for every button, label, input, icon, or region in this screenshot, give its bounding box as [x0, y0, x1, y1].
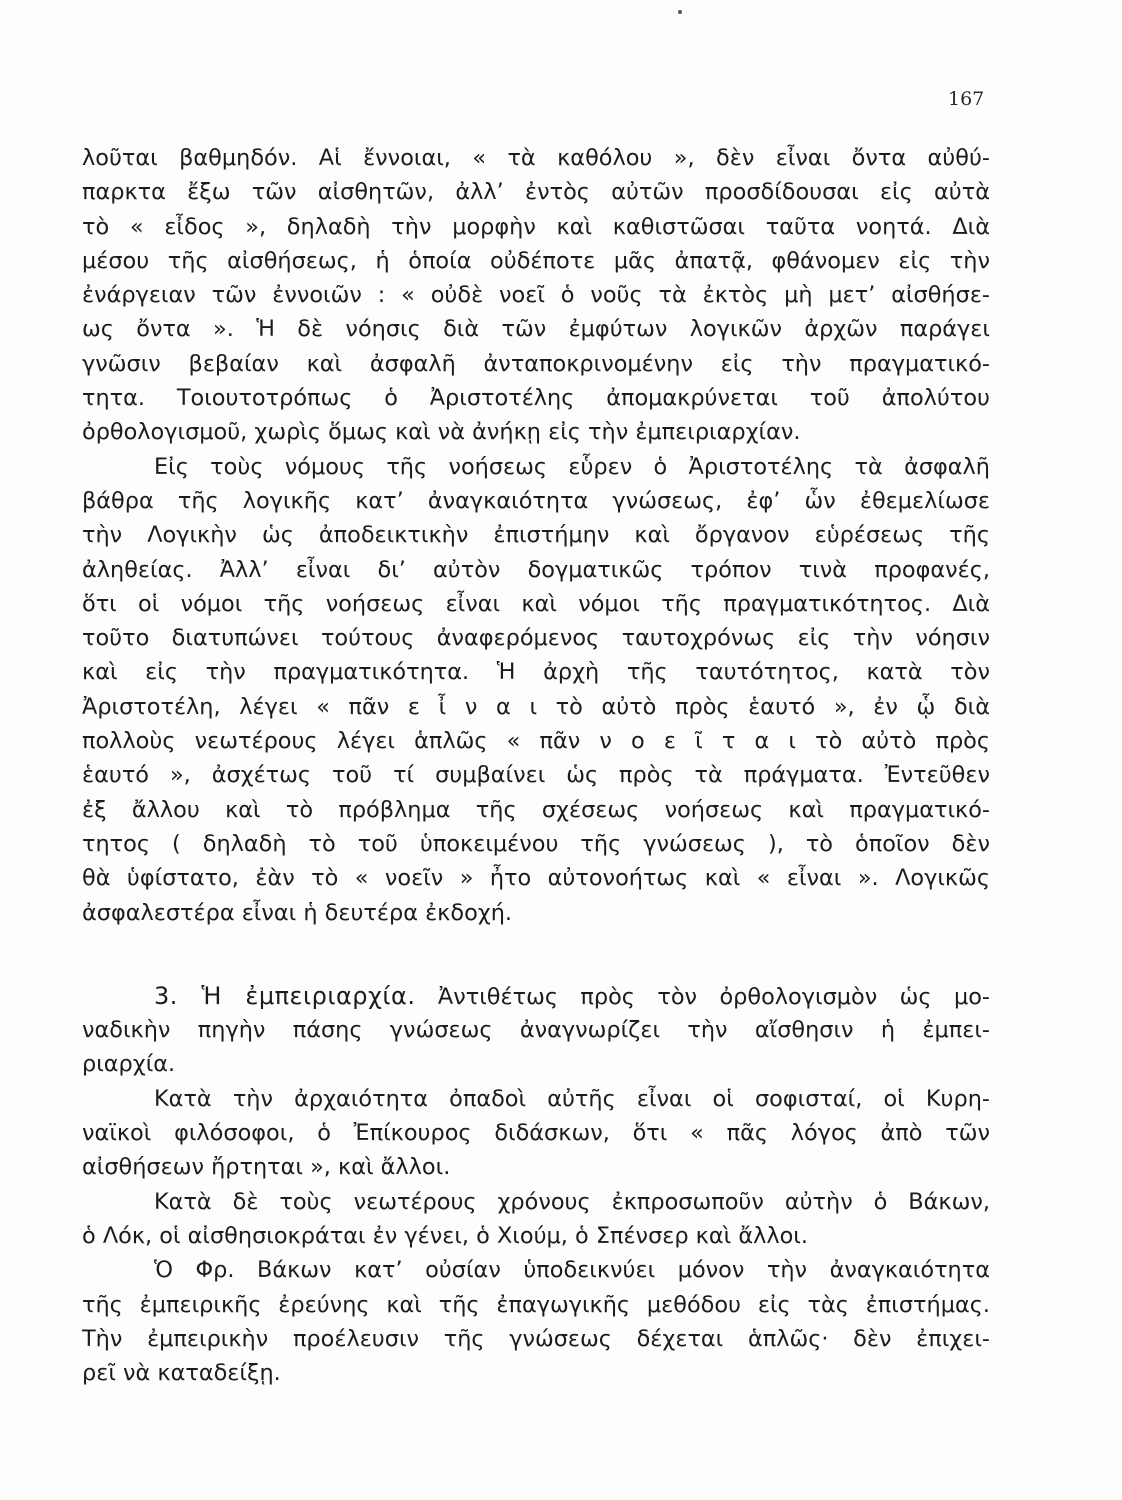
- section-3: [82, 979, 990, 1082]
- text-line: ναϊκοὶ φιλόσοφοι, ὁ Ἐπίκουρος διδάσκων, ὅτι « πᾶς λόγος ἀπὸ τῶν: [82, 1120, 990, 1147]
- text-line: Ἀριστοτέλη, λέγει « πᾶν ε ἶ ν α ι τὸ αὐτὸ πρὸς ἑαυτό », ἐν ᾧ διὰ: [82, 693, 990, 720]
- text-line: ὅτι οἱ νόμοι τῆς νοήσεως εἶναι καὶ νόμοι τῆς πραγματικότητος. Διὰ: [82, 590, 990, 617]
- text-line: λοῦται βαθμηδόν. Αἱ ἔννοιαι, « τὰ καθόλου », δὲν εἶναι ὄντα αὐθύ-: [82, 145, 990, 171]
- text-line: ριαρχία.: [82, 1051, 176, 1078]
- section-gap: [82, 930, 990, 979]
- section-heading: 3. Ἡ ἐμπειριαρχία.: [154, 981, 416, 1010]
- paragraph-1: [82, 141, 990, 450]
- text-line: θὰ ὑφίστατο, ἐὰν τὸ « νοεῖν » ἦτο αὐτονοήτως καὶ « εἶναι ». Λογικῶς: [82, 865, 990, 892]
- text-line: ως ὄντα ». Ἡ δὲ νόησις διὰ τῶν ἐμφύτων λογικῶν ἀρχῶν παράγει: [82, 316, 990, 343]
- text-line: ρεῖ νὰ καταδείξῃ.: [82, 1360, 281, 1387]
- text-line: Τὴν ἐμπειρικὴν προέλευσιν τῆς γνώσεως δέχεται ἁπλῶς· δὲν ἐπιχει-: [82, 1325, 990, 1352]
- section-lead-text: Ἀντιθέτως πρὸς τὸν ὀρθολογισμὸν ὡς μο-: [415, 983, 990, 1010]
- text-line: Κατὰ δὲ τοὺς νεωτέρους χρόνους ἐκπροσωποῦν αὐτὴν ὁ Βάκων,: [154, 1188, 990, 1215]
- text-line: τῆς ἐμπειρικῆς ἐρεύνης καὶ τῆς ἐπαγωγικῆς μεθόδου εἰς τὰς ἐπιστήμας.: [82, 1291, 990, 1318]
- text-line: ἀληθείας. Ἀλλ’ εἶναι δι’ αὐτὸν δογματικῶς τρόπον τινὰ προφανές,: [82, 556, 990, 583]
- paragraph-5: [82, 1185, 990, 1254]
- text-line: τητα. Τοιουτοτρόπως ὁ Ἀριστοτέλης ἀπομακρύνεται τοῦ ἀπολύτου: [82, 385, 990, 412]
- text-line: ἑαυτό », ἀσχέτως τοῦ τί συμβαίνει ὡς πρὸς τὰ πράγματα. Ἐντεῦθεν: [82, 762, 990, 789]
- text-line: τὸ « εἶδος », δηλαδὴ τὴν μορφὴν καὶ καθιστῶσαι ταῦτα νοητά. Διὰ: [82, 213, 990, 240]
- text-line: ὀρθολογισμοῦ, χωρὶς ὅμως καὶ νὰ ἀνήκῃ εἰς τὴν ἐμπειριαρχίαν.: [82, 419, 801, 446]
- text-line: Κατὰ τὴν ἀρχαιότητα ὀπαδοὶ αὐτῆς εἶναι οἱ σοφισταί, οἱ Κυρη-: [154, 1085, 990, 1112]
- text-line: παρκτα ἔξω τῶν αἰσθητῶν, ἀλλ’ ἐντὸς αὐτῶν προσδίδουσαι εἰς αὐτὰ: [82, 179, 990, 206]
- paragraph-6: [82, 1253, 990, 1390]
- text-line: αἰσθήσεων ἤρτηται », καὶ ἄλλοι.: [82, 1154, 451, 1181]
- page-number: 167: [948, 88, 985, 110]
- paragraph-2: [82, 450, 990, 930]
- text-line: ὁ Λόκ, οἱ αἰσθησιοκράται ἐν γένει, ὁ Χιούμ, ὁ Σπένσερ καὶ ἄλλοι.: [82, 1222, 808, 1249]
- text-line: πολλοὺς νεωτέρους λέγει ἁπλῶς « πᾶν ν ο ε ῖ τ α ι τὸ αὐτὸ πρὸς: [82, 728, 990, 755]
- text-line: ἐξ ἄλλου καὶ τὸ πρόβλημα τῆς σχέσεως νοήσεως καὶ πραγματικό-: [82, 796, 990, 823]
- body-text: [82, 141, 990, 1390]
- text-line: Ὁ Φρ. Βάκων κατ’ οὐσίαν ὑποδεικνύει μόνον τὴν ἀναγκαιότητα: [154, 1257, 990, 1284]
- text-line: Εἰς τοὺς νόμους τῆς νοήσεως εὗρεν ὁ Ἀριστοτέλης τὰ ἀσφαλῆ: [154, 453, 990, 480]
- text-line: γνῶσιν βεβαίαν καὶ ἀσφαλῆ ἀνταποκρινομένην εἰς τὴν πραγματικό-: [82, 350, 990, 377]
- text-line: τὴν Λογικὴν ὡς ἀποδεικτικὴν ἐπιστήμην καὶ ὄργανον εὑρέσεως τῆς: [82, 522, 990, 549]
- scan-speck: [678, 10, 682, 14]
- text-line: ναδικὴν πηγὴν πάσης γνώσεως ἀναγνωρίζει τὴν αἴσθησιν ἡ ἐμπει-: [82, 1017, 990, 1044]
- text-line: μέσου τῆς αἰσθήσεως, ἡ ὁποία οὐδέποτε μᾶς ἀπατᾷ, φθάνομεν εἰς τὴν: [82, 247, 990, 274]
- text-line: ἀσφαλεστέρα εἶναι ἡ δευτέρα ἐκδοχή.: [82, 899, 513, 926]
- text-line: ἐνάργειαν τῶν ἐννοιῶν : « οὐδὲ νοεῖ ὁ νοῦς τὰ ἐκτὸς μὴ μετ’ αἰσθήσε-: [82, 282, 990, 309]
- text-line: [82, 979, 990, 1013]
- text-line: βάθρα τῆς λογικῆς κατ’ ἀναγκαιότητα γνώσεως, ἐφ’ ὧν ἐθεμελίωσε: [82, 487, 990, 514]
- paragraph-4: [82, 1082, 990, 1185]
- text-line: καὶ εἰς τὴν πραγματικότητα. Ἡ ἀρχὴ τῆς ταυτότητος, κατὰ τὸν: [82, 659, 990, 686]
- text-line: τητος ( δηλαδὴ τὸ τοῦ ὑποκειμένου τῆς γνώσεως ), τὸ ὁποῖον δὲν: [82, 830, 990, 857]
- text-line: τοῦτο διατυπώνει τούτους ἀναφερόμενος ταυτοχρόνως εἰς τὴν νόησιν: [82, 625, 990, 652]
